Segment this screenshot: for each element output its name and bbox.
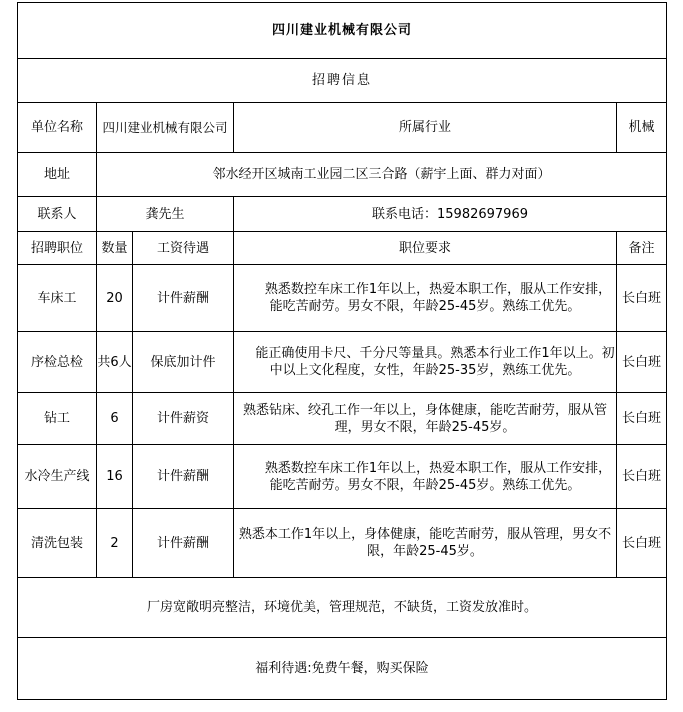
job-position: 车床工	[18, 265, 97, 332]
environment-text: 厂房宽敞明亮整洁，环境优美，管理规范，不缺货，工资发放准时。	[18, 578, 667, 638]
job-position: 序检总检	[18, 332, 97, 393]
header-row	[18, 232, 667, 265]
job-position: 清洗包装	[18, 509, 97, 578]
job-note: 长白班	[617, 265, 667, 332]
job-requirement: 能正确使用卡尺、千分尺等量具。熟悉本行业工作1年以上。初中以上文化程度，女性，年龄25-35岁，熟练工优先。	[234, 332, 617, 393]
header-position: 招聘职位	[18, 232, 97, 265]
job-quantity: 20	[97, 265, 133, 332]
job-salary: 计件薪酬	[133, 445, 234, 509]
job-note: 长白班	[617, 509, 667, 578]
phone-text: 联系电话：15982697969	[234, 197, 667, 232]
job-position: 水冷生产线	[18, 445, 97, 509]
address-label: 地址	[18, 153, 97, 197]
industry-value: 机械	[617, 103, 667, 153]
job-note: 长白班	[617, 393, 667, 445]
page-subtitle: 招聘信息	[18, 59, 667, 103]
contact-label: 联系人	[18, 197, 97, 232]
job-requirement: 熟悉数控车床工作1年以上，热爱本职工作，服从工作安排，能吃苦耐劳。男女不限，年龄25-45岁。熟练工优先。	[234, 265, 617, 332]
welfare-text: 福利待遇:免费午餐，购买保险	[18, 638, 667, 700]
header-requirement: 职位要求	[234, 232, 617, 265]
address-value: 邻水经开区城南工业园二区三合路（薪宇上面、群力对面）	[97, 153, 667, 197]
contact-value: 龚先生	[97, 197, 234, 232]
company-title: 四川建业机械有限公司	[18, 3, 667, 59]
header-salary: 工资待遇	[133, 232, 234, 265]
job-requirement: 熟悉数控车床工作1年以上，热爱本职工作，服从工作安排，能吃苦耐劳。男女不限，年龄25-45岁。熟练工优先。	[234, 445, 617, 509]
job-position: 钻工	[18, 393, 97, 445]
job-salary: 计件薪酬	[133, 509, 234, 578]
table-row	[18, 393, 667, 445]
header-quantity: 数量	[97, 232, 133, 265]
job-salary: 计件薪资	[133, 393, 234, 445]
table-row	[18, 445, 667, 509]
table-row	[18, 332, 667, 393]
job-salary: 计件薪酬	[133, 265, 234, 332]
job-requirement: 熟悉钻床、绞孔工作一年以上，身体健康，能吃苦耐劳，服从管理，男女不限，年龄25-45岁。	[234, 393, 617, 445]
header-note: 备注	[617, 232, 667, 265]
job-note: 长白班	[617, 332, 667, 393]
job-quantity: 16	[97, 445, 133, 509]
recruitment-table	[17, 2, 667, 700]
job-quantity: 2	[97, 509, 133, 578]
table-row	[18, 509, 667, 578]
unit-value: 四川建业机械有限公司	[97, 103, 234, 153]
industry-label: 所属行业	[234, 103, 617, 153]
job-quantity: 共6人	[97, 332, 133, 393]
table-row	[18, 265, 667, 332]
job-note: 长白班	[617, 445, 667, 509]
job-requirement: 熟悉本工作1年以上，身体健康，能吃苦耐劳，服从管理，男女不限，年龄25-45岁。	[234, 509, 617, 578]
job-salary: 保底加计件	[133, 332, 234, 393]
job-quantity: 6	[97, 393, 133, 445]
unit-label: 单位名称	[18, 103, 97, 153]
